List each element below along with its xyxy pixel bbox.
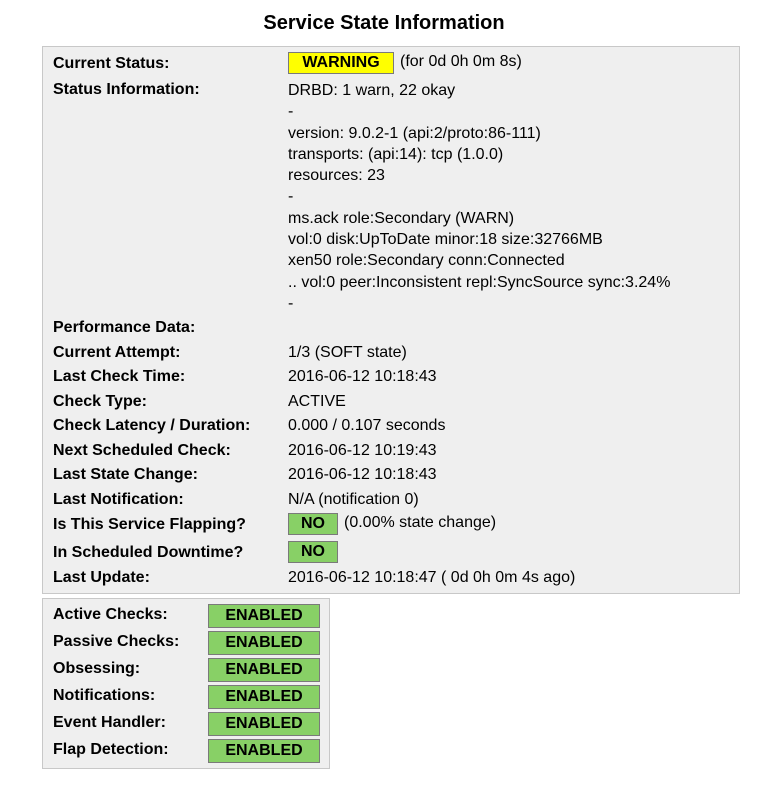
check-label: Flap Detection: xyxy=(53,741,169,758)
enabled-badge: ENABLED xyxy=(208,685,320,709)
check-label: Event Handler: xyxy=(53,714,166,731)
page-title: Service State Information xyxy=(263,12,505,34)
downtime-value xyxy=(288,541,338,563)
check-type-value: ACTIVE xyxy=(288,393,346,410)
check-row-passive xyxy=(43,631,329,653)
status-line: DRBD: 1 warn, 22 okay xyxy=(288,82,456,99)
check-row-event-handler xyxy=(43,712,329,734)
status-duration: (for 0d 0h 0m 8s) xyxy=(400,53,522,70)
last-check-time-label: Last Check Time: xyxy=(53,368,186,385)
flapping-detail: (0.00% state change) xyxy=(344,514,497,531)
last-check-time-value: 2016-06-12 10:18:43 xyxy=(288,368,437,385)
status-line: - xyxy=(288,188,294,206)
flapping-value xyxy=(288,513,496,535)
current-status-value xyxy=(288,52,522,74)
current-attempt-label: Current Attempt: xyxy=(53,344,181,361)
downtime-label: In Scheduled Downtime? xyxy=(53,544,244,561)
check-label: Obsessing: xyxy=(53,660,141,677)
downtime-badge: NO xyxy=(288,541,338,563)
current-attempt-value: 1/3 (SOFT state) xyxy=(288,344,407,361)
last-notification-label: Last Notification: xyxy=(53,491,184,508)
last-state-change-label: Last State Change: xyxy=(53,466,198,483)
last-notification-value: N/A (notification 0) xyxy=(288,491,419,508)
status-line: .. vol:0 peer:Inconsistent repl:SyncSource sync:3.24% xyxy=(288,273,671,291)
service-state-panel xyxy=(42,46,740,594)
check-row-obsessing xyxy=(43,658,329,680)
enabled-badge: ENABLED xyxy=(208,658,320,682)
last-state-change-value: 2016-06-12 10:18:43 xyxy=(288,466,437,483)
status-line: vol:0 disk:UpToDate minor:18 size:32766MB xyxy=(288,231,603,249)
last-update-value: 2016-06-12 10:18:47 ( 0d 0h 0m 4s ago) xyxy=(288,569,576,586)
status-line: xen50 role:Secondary conn:Connected xyxy=(288,252,565,270)
flapping-label: Is This Service Flapping? xyxy=(53,516,246,533)
check-type-label: Check Type: xyxy=(53,393,147,410)
enabled-badge: ENABLED xyxy=(208,604,320,628)
status-line: resources: 23 xyxy=(288,167,385,185)
next-check-value: 2016-06-12 10:19:43 xyxy=(288,442,437,459)
check-row-flap-detection xyxy=(43,739,329,761)
status-line: transports: (api:14): tcp (1.0.0) xyxy=(288,145,504,163)
performance-data-label: Performance Data: xyxy=(53,319,196,336)
checks-panel xyxy=(42,598,330,769)
status-information-label: Status Information: xyxy=(53,81,200,98)
flapping-badge: NO xyxy=(288,513,338,535)
last-update-label: Last Update: xyxy=(53,569,150,586)
status-line: ms.ack role:Secondary (WARN) xyxy=(288,209,515,227)
check-label: Passive Checks: xyxy=(53,633,180,650)
next-check-label: Next Scheduled Check: xyxy=(53,442,231,459)
status-line: version: 9.0.2-1 (api:2/proto:86-111) xyxy=(288,124,541,142)
check-label: Active Checks: xyxy=(53,606,168,623)
status-information-text xyxy=(288,80,670,314)
enabled-badge: ENABLED xyxy=(208,631,320,655)
status-line: - xyxy=(288,103,294,121)
current-status-label: Current Status: xyxy=(53,55,170,72)
warning-badge: WARNING xyxy=(288,52,394,74)
enabled-badge: ENABLED xyxy=(208,739,320,763)
check-latency-value: 0.000 / 0.107 seconds xyxy=(288,417,446,434)
check-row-active xyxy=(43,604,329,626)
check-latency-label: Check Latency / Duration: xyxy=(53,417,251,434)
enabled-badge: ENABLED xyxy=(208,712,320,736)
check-row-notifications xyxy=(43,685,329,707)
status-line: - xyxy=(288,294,294,312)
check-label: Notifications: xyxy=(53,687,156,704)
